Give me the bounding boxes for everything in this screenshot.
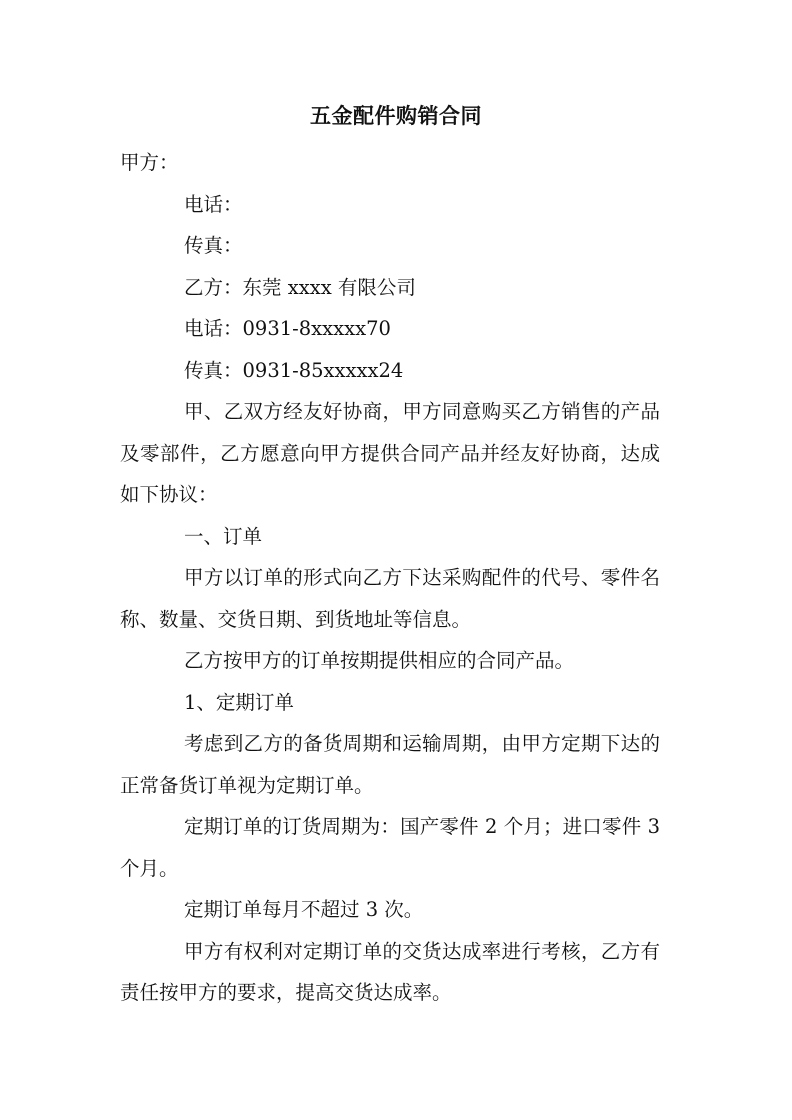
section-1-heading: 一、订单 xyxy=(184,524,263,548)
subsection-1-paragraph-3: 定期订单每月不超过 3 次。 xyxy=(184,898,424,921)
party-a-phone: 电话： xyxy=(184,192,243,216)
section-1-paragraph-2: 乙方按甲方的订单按期提供相应的合同产品。 xyxy=(184,649,575,672)
party-a-fax: 传真： xyxy=(184,234,243,257)
subsection-1-paragraph-1: 考虑到乙方的备货周期和运输周期，由甲方定期下达的正常备货订单视为定期订单。 xyxy=(120,732,660,797)
subsection-1-paragraph-4: 甲方有权利对定期订单的交货达成率进行考核，乙方有责任按甲方的要求，提高交货达成率。 xyxy=(120,939,660,1004)
intro-paragraph: 甲、乙双方经友好协商，甲方同意购买乙方销售的产品及零部件，乙方愿意向甲方提供合同产品并经友好协商，达成如下协议： xyxy=(120,400,660,506)
subsection-1-paragraph-2: 定期订单的订货周期为：国产零件 2 个月；进口零件 3 个月。 xyxy=(120,815,660,880)
party-b-name: 乙方：东莞 xxxx 有限公司 xyxy=(184,275,416,299)
subsection-1-heading: 1、定期订单 xyxy=(184,690,294,714)
party-b-phone: 电话：0931-8xxxxx70 xyxy=(184,317,391,340)
party-b-fax: 传真：0931-85xxxxx24 xyxy=(184,358,404,382)
section-1-paragraph-1: 甲方以订单的形式向乙方下达采购配件的代号、零件名称、数量、交货日期、到货地址等信息。 xyxy=(120,566,660,631)
document-title: 五金配件购销合同 xyxy=(310,104,482,128)
party-a-label: 甲方： xyxy=(120,151,179,174)
document-body xyxy=(120,142,660,1014)
